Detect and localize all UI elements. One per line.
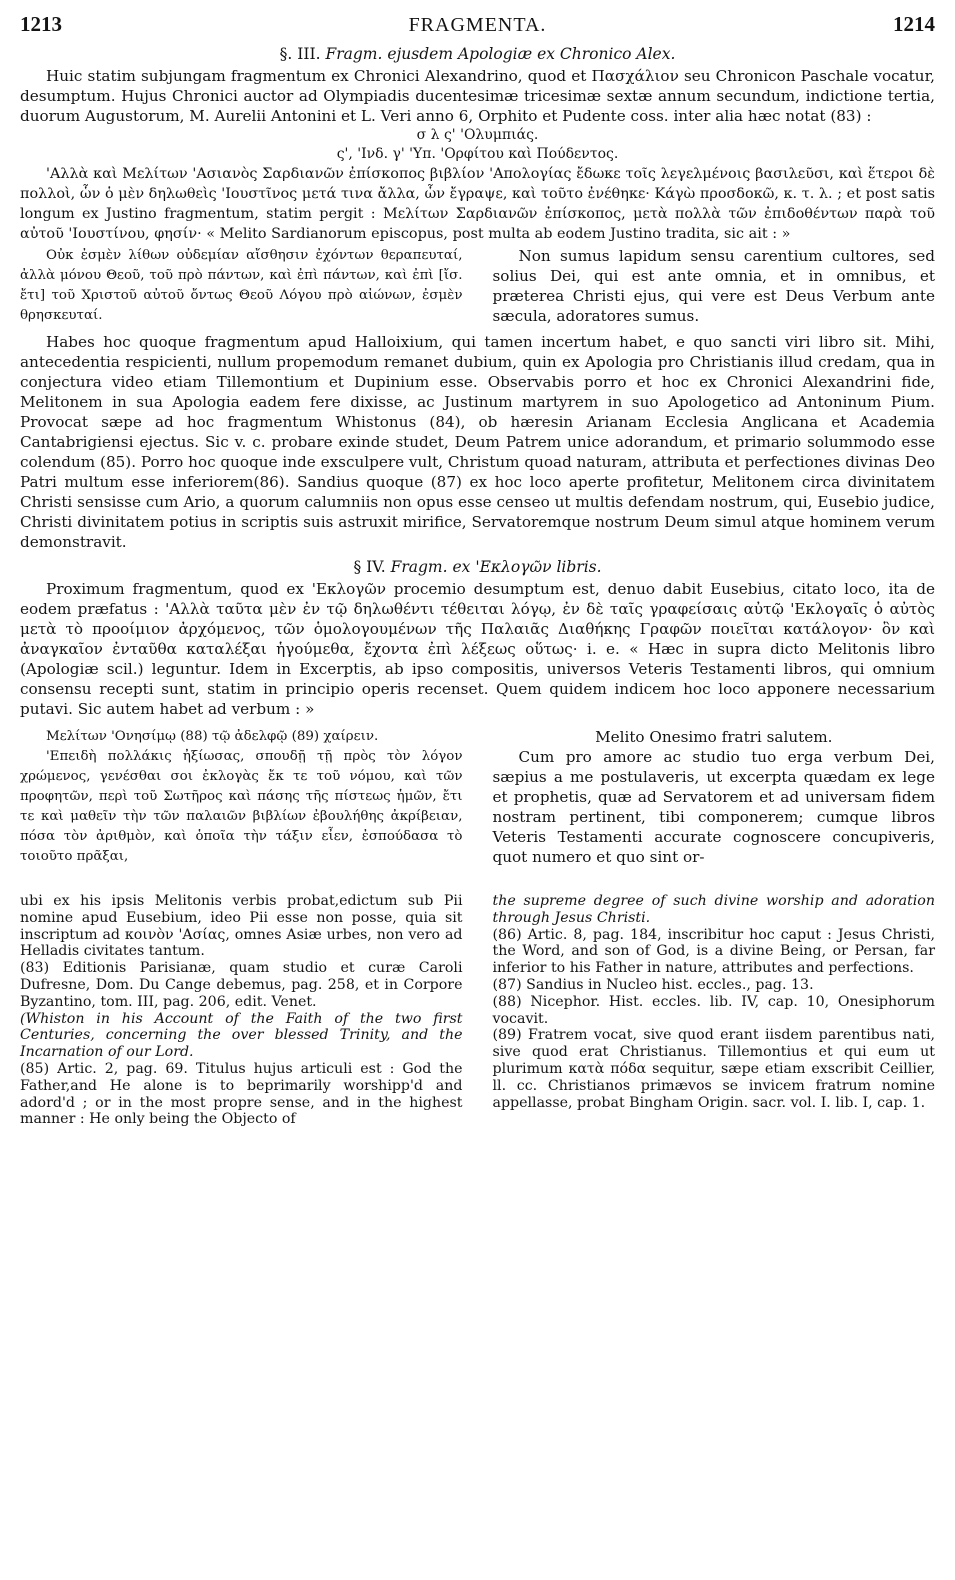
footnotes [20, 893, 935, 1128]
page-title: FRAGMENTA. [408, 14, 547, 36]
latin-letter-salutation: Melito Onesimo fratri salutem. [595, 728, 833, 746]
footnote: ubi ex his ipsis Melitonis verbis probat,edictum sub Pii nomine apud Eusebium, ideo Pii esse non posse, quia sit inscriptum ad κοινὸν 'Ασίας, omnes Asiæ urbes, non vero ad Helladis civitates tantum. [20, 893, 463, 960]
section-4-title: Fragm. ex 'Εκλογῶν libris. [390, 558, 602, 576]
footnotes-left-column [20, 893, 463, 1128]
section-3-greek-paragraph: 'Αλλὰ καὶ Μελίτων 'Ασιανὸς Σαρδιανῶν ἐπίσκοπος βιβλίον 'Απολογίας ἔδωκε τοῖς λεγελμένοις βασιλεῦσι, καὶ ἕτεροι δὲ πολλοὶ, ὧν ὁ μὲν δηλωθεὶς 'Ιουστῖνος μετά τινα ἄλλα, ὧν ἔγραψε, καὶ τοῦτο ἐνέθηκε· Κάγὼ προσδοκῶ, κ. τ. λ. ; et post satis longum ex Justino fragmentum, statim pergit : Μελίτων Σαρδιανῶν ἐπίσκοπος, μετὰ πολλὰ τῶν ἐπιδοθέντων παρὰ τοῦ αὐτοῦ 'Ιουστίνου, φησίν· « Melito Sardianorum episcopus, post multa ab eodem Justino tradita, sic ait : » [20, 166, 935, 242]
section-3-heading [20, 45, 935, 63]
section-3-number: §. III. [279, 45, 321, 63]
footnote-83: (83) Editionis Parisianæ, quam studio et curæ Caroli Dufresne, Dom. Du Cange debemus, pag. 258, et in Corpore Byzantino, tom. III, pag. 206, edit. Venet. [20, 960, 463, 1010]
greek-column: Οὐκ ἐσμὲν λίθων οὐδεμίαν αἴσθησιν ἐχόντων θεραπευταί, ἀλλὰ μόνου Θεοῦ, τοῦ πρὸ πάντων, καὶ ἐπὶ πάντων, καὶ ἐπὶ [ἴσ. ἔτι] τοῦ Χριστοῦ αὐτοῦ ὄντως Θεοῦ Λόγου πρὸ αἰώνων, ἐσμὲν θρησκευταί. [20, 248, 463, 323]
section-3-parallel-text [20, 246, 935, 326]
consuls-line: ς', 'Ινδ. γ' 'Υπ. 'Ορφίτου καὶ Πούδεντος. [336, 146, 619, 162]
latin-letter-text: Cum pro amore ac studio tuo erga verbum Dei, sæpius a me postulaveris, ut excerpta quædam ex lege et prophetis, quæ ad Servatorem et ad universam fidem nostram pertinent, tibi componerem; cumque libros Veteris Testamenti accurate cognoscere concupiveris, quot numero et quo sint or- [492, 748, 935, 866]
section-4-heading [20, 558, 935, 576]
footnote-86: (86) Artic. 8, pag. 184, inscribitur hoc caput : Jesus Christi, the Word, and son of God, is a divine Being, or Persan, far inferior to his Father in nature, attributes and perfections. [492, 926, 935, 977]
footnote-89: (89) Fratrem vocat, sive quod erant iisdem parentibus nati, sive quod erat Christianus. Tillemontius et qui eum ut plurimum κατὰ πόδα sequitur, sæpe etiam exscribit Ceillier, ll. cc. Christianos primævos se invicem fratrum nomine appellasse, probat Bingham Origin. sacr. vol. I. lib. I, cap. 1. [492, 1027, 935, 1111]
section-4-paragraph-1: Proximum fragmentum, quod ex 'Εκλογῶν procemio desumptum est, denuo dabit Eusebius, citato loco, ita de eodem præfatus : 'Αλλὰ ταῦτα μὲν ἐν τῷ δηλωθέντι τέθειται λόγῳ, ἐν δὲ ταῖς γραφείσαις αὐτῷ 'Εκλογαῖς ὁ αὐτὸς μετὰ τὸ προοίμιον ἀρχόμενος, τῶν ὁμολογουμένων τῆς Παλαιᾶς Διαθήκης Γραφῶν ποιεῖται κατάλογον· ὃν καὶ ἀναγκαῖον ἐνταῦθα καταλέξαι ἡγούμεθα, ἔχοντα ἐπὶ λέξεως οὕτως· i. e. « Hæc in supra dicto Melitonis libro (Apologiæ scil.) leguntur. Idem in Excerptis, ab ipso compositis, universos Veteris Testamenti libros, qui omnium consensu recepti sunt, statim in principio operis recenset. Quem quidem indicem hoc loco apponere necessarium putavi. Sic autem habet ad verbum : » [20, 580, 935, 718]
page-number-right: 1214 [892, 12, 935, 36]
section-3-paragraph-2: Habes hoc quoque fragmentum apud Halloixium, qui tamen incertum habet, e quo sancti viri libro sit. Mihi, antecedentia respicienti, nullum propemodum remanet dubium, quin ex Apologia pro Christianis illud credam, qua in conjectura video etiam Tillemontium et Dupinium esse. Observabis porro et hoc ex Chronici Alexandrini fide, Melitonem in sua Apologia eadem fere dixisse, ac Justinum martyrem in suo Apologetico ad Antoninum Pium. Provocat sæpe ad hoc fragmentum Whistonus (84), ob hæresin Arianam Ecclesia Anglicana et Academia Cantabrigiensi ejectus. Sic v. c. probare exinde studet, Deum Patrem unice adorandum, et primario solummodo esse colendum (85). Porro hoc quoque inde exsculpere vult, Christum quoad naturam, attributa et perfectiones divinas Deo Patri multum esse inferiorem(86). Sandius quoque (87) ex hoc loco aperte profitetur, Melitonem circa divinitatem Christi sensisse cum Ario, a quorum calumniis non opus esse censeo ut multis defendam nostrum, qui, Eusebio judice, Christi divinitatem potius in scriptis suis astruxit mirifice, Servatoremque nostrum Deum simul atque hominem verum demonstravit. [20, 333, 935, 551]
footnote-87: (87) Sandius in Nucleo hist. eccles., pag. 13. [492, 976, 814, 993]
latin-letter-column [493, 727, 936, 867]
olympiad-line: σ λ ς' 'Ολυμπιάς. [416, 127, 539, 143]
section-4-number: § IV. [353, 558, 386, 576]
greek-letter-text: 'Επειδὴ πολλάκις ἠξίωσας, σπουδῇ τῇ πρὸς τὸν λόγον χρώμενος, γενέσθαι σοι ἐκλογὰς ἔκ τε τοῦ νόμου, καὶ τῶν προφητῶν, περὶ τοῦ Σωτῆρος καὶ πάσης τῆς πίστεως ἡμῶν, ἔτι τε καὶ μαθεῖν τὴν τῶν παλαιῶν βιβλίων ἐβουλήθης ἀκρίβειαν, πόσα τὸν ἀριθμὸν, καὶ ὁποῖα τὴν τάξιν εἶεν, ἐσπούδασα τὸ τοιοῦτο πρᾶξαι, [20, 749, 463, 864]
running-head [20, 12, 935, 37]
footnote-84: (Whiston in his Account of the Faith of the two first Centuries, concerning the over blessed Trinity, and the Incarnation of our Lord. [20, 1010, 463, 1061]
section-4-parallel-text [20, 727, 935, 867]
footnote-85-continued: the supreme degree of such divine worship and adoration through Jesus Christi. [492, 893, 935, 926]
section-3-title: Fragm. ejusdem Apologiæ ex Chronico Alex. [325, 45, 676, 63]
greek-letter-salutation: Μελίτων 'Ονησίμῳ (88) τῷ ἀδελφῷ (89) χαίρειν. [46, 729, 379, 744]
section-3-paragraph-1: Huic statim subjungam fragmentum ex Chronici Alexandrino, quod et Πασχάλιον seu Chronicon Paschale vocatur, desumptum. Hujus Chronici auctor ad Olympiadis ducentesimæ tricesimæ sextæ annum secundum, indictione tertia, duorum Augustorum, M. Aurelii Antonini et L. Veri anno 6, Orphito et Pudente coss. inter alia hæc notat (83) : [20, 67, 935, 125]
page-number-left: 1213 [20, 12, 62, 36]
footnotes-right-column [493, 893, 936, 1128]
footnote-85: (85) Artic. 2, pag. 69. Titulus hujus articuli est : God the Father,and He alone is to beprimarily worshipp'd and adord'd ; or in the most propre sense, and in the highest manner : He only being the Objecto of [20, 1060, 463, 1128]
page [20, 12, 935, 1128]
footnote-88: (88) Nicephor. Hist. eccles. lib. IV, cap. 10, Onesiphorum vocavit. [492, 993, 935, 1027]
greek-letter-column [20, 727, 463, 867]
latin-column: Non sumus lapidum sensu carentium cultores, sed solius Dei, qui est ante omnia, et in omnibus, et præterea Christi ejus, qui vere est Deus Verbum ante sæcula, adoratores sumus. [492, 247, 935, 325]
